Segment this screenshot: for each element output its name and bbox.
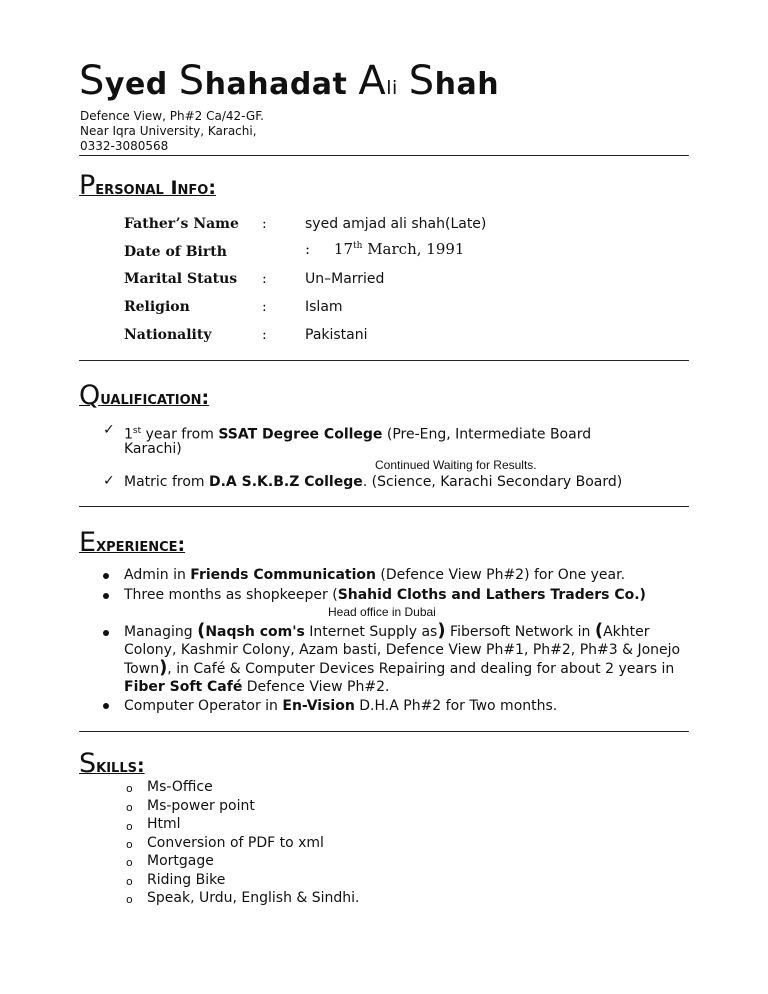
experience-item-cont: Town), in Café & Computer Devices Repairing and dealing for about 2 years in: [124, 657, 675, 678]
field-label: Marital Status: [124, 271, 238, 287]
experience-item-cont: Fiber Soft Café Defence View Ph#2.: [124, 679, 390, 695]
divider: [79, 155, 689, 156]
circle-bullet-icon: o: [126, 856, 133, 869]
address-line: Defence View, Ph#2 Ca/42-GF.: [80, 109, 264, 123]
experience-item: Managing (Naqsh com's Internet Supply as) Fibersoft Network in (Akhter: [124, 620, 650, 641]
circle-bullet-icon: o: [126, 838, 133, 851]
date-of-birth-value: : 17th March, 1991: [305, 240, 465, 258]
section-heading-experience: Experience:: [79, 527, 186, 558]
qualification-item-cont: Karachi): [124, 441, 182, 457]
skill-item: Ms-power point: [147, 798, 255, 814]
experience-item-cont: Colony, Kashmir Colony, Azam basti, Defence View Ph#1, Ph#2, Ph#3 & Jonejo: [124, 642, 681, 658]
skill-item: Ms-Office: [147, 779, 213, 795]
bullet-icon: [103, 573, 109, 579]
check-icon: ✓: [103, 422, 115, 438]
circle-bullet-icon: o: [126, 893, 133, 906]
bullet-icon: [103, 630, 109, 636]
skill-item: Html: [147, 816, 181, 832]
experience-item: Computer Operator in En-Vision D.H.A Ph#2 for Two months.: [124, 698, 558, 714]
section-heading-personal-info: Personal Info:: [79, 170, 216, 201]
address-line: Near Iqra University, Karachi,: [80, 124, 257, 138]
field-colon: :: [262, 327, 267, 343]
divider: [79, 360, 689, 361]
field-colon: :: [262, 216, 267, 232]
circle-bullet-icon: o: [126, 782, 133, 795]
candidate-name: Syed Shahadat Ali Shah: [79, 58, 500, 104]
field-label: Religion: [124, 299, 190, 315]
experience-item: Admin in Friends Communication (Defence View Ph#2) for One year.: [124, 567, 626, 583]
skill-item: Speak, Urdu, English & Sindhi.: [147, 890, 360, 906]
bullet-icon: [103, 703, 109, 709]
experience-item: Three months as shopkeeper (Shahid Cloths and Lathers Traders Co.): [124, 587, 646, 603]
divider: [79, 731, 689, 732]
qualification-note: Continued Waiting for Results.: [375, 458, 537, 472]
circle-bullet-icon: o: [126, 820, 133, 833]
skill-item: Mortgage: [147, 853, 214, 869]
religion-value: Islam: [305, 299, 343, 315]
field-colon: :: [262, 271, 267, 287]
circle-bullet-icon: o: [126, 801, 133, 814]
field-colon: :: [262, 299, 267, 315]
section-heading-qualification: Qualification:: [79, 380, 210, 411]
section-heading-skills: Skills:: [79, 748, 145, 779]
field-label: Date of Birth: [124, 244, 227, 260]
phone-number: 0332-3080568: [80, 139, 169, 153]
qualification-item: 1st year from SSAT Degree College (Pre-Eng, Intermediate Board: [124, 426, 592, 443]
skill-item: Conversion of PDF to xml: [147, 835, 324, 851]
fathers-name-value: syed amjad ali shah(Late): [305, 216, 487, 232]
experience-note: Head office in Dubai: [328, 605, 436, 619]
check-icon: ✓: [103, 473, 115, 489]
divider: [79, 506, 689, 507]
skill-item: Riding Bike: [147, 872, 226, 888]
field-label: Father’s Name: [124, 216, 239, 232]
qualification-item: Matric from D.A S.K.B.Z College. (Science, Karachi Secondary Board): [124, 474, 623, 490]
circle-bullet-icon: o: [126, 875, 133, 888]
field-label: Nationality: [124, 327, 212, 343]
bullet-icon: [103, 593, 109, 599]
nationality-value: Pakistani: [305, 327, 368, 343]
marital-status-value: Un–Married: [305, 271, 385, 287]
